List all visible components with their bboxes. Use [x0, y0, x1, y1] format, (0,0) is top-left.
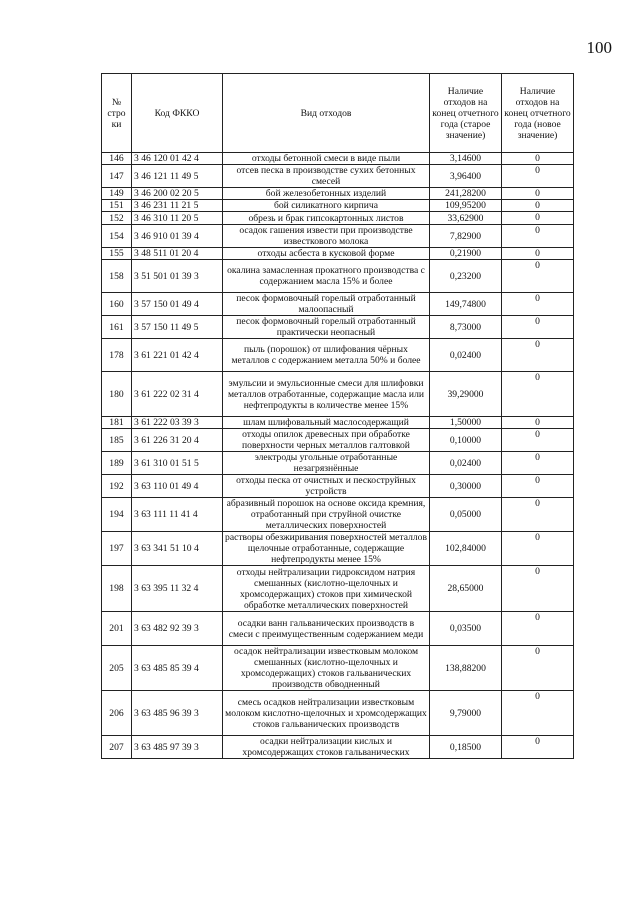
- row-number: 154: [102, 225, 132, 248]
- row-number: 194: [102, 498, 132, 532]
- old-value: 39,29000: [430, 372, 502, 417]
- row-number: 197: [102, 532, 132, 566]
- row-number: 192: [102, 475, 132, 498]
- new-value: 0: [502, 736, 574, 759]
- header-old-value: Наличие отходов на конец отчетного года (старое значение): [430, 74, 502, 153]
- fkko-code: 3 61 221 01 42 4: [132, 339, 223, 372]
- new-value: 0: [502, 212, 574, 225]
- waste-type: шлам шлифовальный маслосодержащий: [223, 417, 430, 429]
- table-row: [102, 248, 574, 260]
- row-number: 206: [102, 691, 132, 736]
- new-value: 0: [502, 646, 574, 691]
- waste-type: обрезь и брак гипсокартонных листов: [223, 212, 430, 225]
- page-number: 100: [586, 38, 612, 57]
- table-body: [102, 153, 574, 759]
- new-value: 0: [502, 372, 574, 417]
- fkko-code: 3 63 485 97 39 3: [132, 736, 223, 759]
- row-number: 152: [102, 212, 132, 225]
- new-value: 0: [502, 225, 574, 248]
- old-value: 0,10000: [430, 429, 502, 452]
- old-value: 0,21900: [430, 248, 502, 260]
- waste-type: бой железобетонных изделий: [223, 188, 430, 200]
- new-value: 0: [502, 475, 574, 498]
- row-number: 180: [102, 372, 132, 417]
- waste-type: осадок нейтрализации известковым молоком смешанных (кислотно-щелочных и хромсодержащих) стоков гальванических производств обводненный: [223, 646, 430, 691]
- waste-type: песок формовочный горелый отработанный малоопасный: [223, 293, 430, 316]
- old-value: 9,79000: [430, 691, 502, 736]
- fkko-code: 3 46 310 11 20 5: [132, 212, 223, 225]
- header-new-value: Наличие отходов на конец отчетного года (новое значение): [502, 74, 574, 153]
- fkko-code: 3 46 200 02 20 5: [132, 188, 223, 200]
- fkko-code: 3 48 511 01 20 4: [132, 248, 223, 260]
- table-row: [102, 532, 574, 566]
- row-number: 185: [102, 429, 132, 452]
- old-value: 241,28200: [430, 188, 502, 200]
- new-value: 0: [502, 612, 574, 646]
- row-number: 146: [102, 153, 132, 165]
- old-value: 0,03500: [430, 612, 502, 646]
- fkko-code: 3 46 120 01 42 4: [132, 153, 223, 165]
- waste-type: окалина замасленная прокатного производства с содержанием масла 15% и более: [223, 260, 430, 293]
- old-value: 102,84000: [430, 532, 502, 566]
- row-number: 207: [102, 736, 132, 759]
- fkko-code: 3 46 121 11 49 5: [132, 165, 223, 188]
- fkko-code: 3 51 501 01 39 3: [132, 260, 223, 293]
- fkko-code: 3 61 226 31 20 4: [132, 429, 223, 452]
- new-value: 0: [502, 248, 574, 260]
- waste-type: осадки ванн гальванических производств в смеси с преимущественным содержанием меди: [223, 612, 430, 646]
- table-row: [102, 212, 574, 225]
- new-value: 0: [502, 532, 574, 566]
- table-row: [102, 260, 574, 293]
- waste-type: отсев песка в производстве сухих бетонных смесей: [223, 165, 430, 188]
- fkko-code: 3 61 310 01 51 5: [132, 452, 223, 475]
- table-row: [102, 646, 574, 691]
- old-value: 0,02400: [430, 339, 502, 372]
- new-value: 0: [502, 498, 574, 532]
- table-row: [102, 452, 574, 475]
- waste-type: отходы опилок древесных при обработке поверхности черных металлов галтовкой: [223, 429, 430, 452]
- waste-type: абразивный порошок на основе оксида кремния, отработанный при струйной очистке металлических поверхностей: [223, 498, 430, 532]
- table-row: [102, 153, 574, 165]
- old-value: 3,96400: [430, 165, 502, 188]
- new-value: 0: [502, 153, 574, 165]
- fkko-code: 3 61 222 02 31 4: [132, 372, 223, 417]
- table-row: [102, 475, 574, 498]
- new-value: 0: [502, 429, 574, 452]
- old-value: 0,02400: [430, 452, 502, 475]
- waste-table: [101, 73, 574, 759]
- fkko-code: 3 57 150 01 49 4: [132, 293, 223, 316]
- new-value: 0: [502, 339, 574, 372]
- row-number: 155: [102, 248, 132, 260]
- old-value: 28,65000: [430, 566, 502, 612]
- fkko-code: 3 61 222 03 39 3: [132, 417, 223, 429]
- table-row: [102, 691, 574, 736]
- fkko-code: 3 46 910 01 39 4: [132, 225, 223, 248]
- fkko-code: 3 63 482 92 39 3: [132, 612, 223, 646]
- table-row: [102, 372, 574, 417]
- old-value: 33,62900: [430, 212, 502, 225]
- waste-type: электроды угольные отработанные незагрязнённые: [223, 452, 430, 475]
- old-value: 0,05000: [430, 498, 502, 532]
- old-value: 3,14600: [430, 153, 502, 165]
- table-row: [102, 200, 574, 212]
- waste-type: отходы нейтрализации гидроксидом натрия смешанных (кислотно-щелочных и хромсодержащих) стоков при химической обработке металлических поверхностей: [223, 566, 430, 612]
- new-value: 0: [502, 452, 574, 475]
- waste-type: осадки нейтрализации кислых и хромсодержащих стоков гальванических: [223, 736, 430, 759]
- fkko-code: 3 63 341 51 10 4: [132, 532, 223, 566]
- header-waste-type: Вид отходов: [223, 74, 430, 153]
- waste-type: эмульсии и эмульсионные смеси для шлифовки металлов отработанные, содержащие масла или нефтепродукты в количестве менее 15%: [223, 372, 430, 417]
- row-number: 149: [102, 188, 132, 200]
- table-row: [102, 429, 574, 452]
- header-row-number: № стро ки: [102, 74, 132, 153]
- waste-type: осадок гашения извести при производстве известкового молока: [223, 225, 430, 248]
- old-value: 0,18500: [430, 736, 502, 759]
- old-value: 0,23200: [430, 260, 502, 293]
- table-row: [102, 165, 574, 188]
- new-value: 0: [502, 417, 574, 429]
- new-value: 0: [502, 566, 574, 612]
- fkko-code: 3 63 485 85 39 4: [132, 646, 223, 691]
- fkko-code: 3 63 111 11 41 4: [132, 498, 223, 532]
- new-value: 0: [502, 200, 574, 212]
- waste-type: отходы песка от очистных и пескоструйных устройств: [223, 475, 430, 498]
- new-value: 0: [502, 691, 574, 736]
- table-row: [102, 188, 574, 200]
- waste-type: смесь осадков нейтрализации известковым молоком кислотно-щелочных и хромсодержащих стоков гальванических производств: [223, 691, 430, 736]
- row-number: 189: [102, 452, 132, 475]
- row-number: 158: [102, 260, 132, 293]
- new-value: 0: [502, 260, 574, 293]
- old-value: 109,95200: [430, 200, 502, 212]
- new-value: 0: [502, 188, 574, 200]
- fkko-code: 3 57 150 11 49 5: [132, 316, 223, 339]
- fkko-code: 3 63 485 96 39 3: [132, 691, 223, 736]
- new-value: 0: [502, 165, 574, 188]
- table-row: [102, 612, 574, 646]
- table-row: [102, 316, 574, 339]
- row-number: 161: [102, 316, 132, 339]
- row-number: 178: [102, 339, 132, 372]
- new-value: 0: [502, 316, 574, 339]
- table-row: [102, 339, 574, 372]
- fkko-code: 3 63 110 01 49 4: [132, 475, 223, 498]
- row-number: 151: [102, 200, 132, 212]
- fkko-code: 3 63 395 11 32 4: [132, 566, 223, 612]
- row-number: 205: [102, 646, 132, 691]
- row-number: 198: [102, 566, 132, 612]
- fkko-code: 3 46 231 11 21 5: [132, 200, 223, 212]
- new-value: 0: [502, 293, 574, 316]
- waste-type: пыль (порошок) от шлифования чёрных металлов с содержанием металла 50% и более: [223, 339, 430, 372]
- row-number: 160: [102, 293, 132, 316]
- table-header-row: [102, 74, 574, 153]
- table-row: [102, 417, 574, 429]
- waste-type: бой силикатного кирпича: [223, 200, 430, 212]
- table-row: [102, 566, 574, 612]
- old-value: 7,82900: [430, 225, 502, 248]
- row-number: 147: [102, 165, 132, 188]
- table-row: [102, 225, 574, 248]
- table-row: [102, 498, 574, 532]
- table-row: [102, 736, 574, 759]
- table-row: [102, 293, 574, 316]
- waste-type: отходы асбеста в кусковой форме: [223, 248, 430, 260]
- waste-type: растворы обезжиривания поверхностей металлов щелочные отработанные, содержащие нефтепродукты менее 15%: [223, 532, 430, 566]
- old-value: 0,30000: [430, 475, 502, 498]
- old-value: 138,88200: [430, 646, 502, 691]
- header-fkko-code: Код ФККО: [132, 74, 223, 153]
- old-value: 149,74800: [430, 293, 502, 316]
- old-value: 8,73000: [430, 316, 502, 339]
- waste-type: песок формовочный горелый отработанный практически неопасный: [223, 316, 430, 339]
- row-number: 201: [102, 612, 132, 646]
- waste-type: отходы бетонной смеси в виде пыли: [223, 153, 430, 165]
- row-number: 181: [102, 417, 132, 429]
- old-value: 1,50000: [430, 417, 502, 429]
